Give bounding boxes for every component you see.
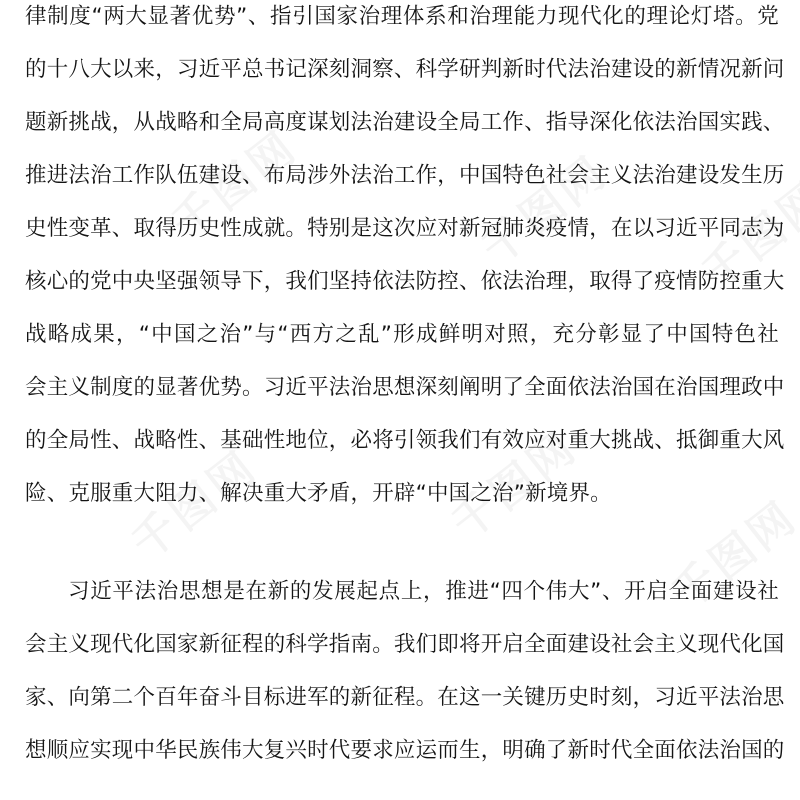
text-line: 家、向第二个百年奋斗目标进军的新征程。在这一关键历史时刻，习近平法治思 [25,685,785,710]
text-line: 的十八大以来，习近平总书记深刻洞察、科学研判新时代法治建设的新情况新问 [25,57,785,82]
text-line: 推进法治工作队伍建设、布局涉外法治工作，中国特色社会主义法治建设发生历 [25,163,785,188]
text-line: 的全局性、战略性、基础性地位，必将引领我们有效应对重大挑战、抵御重大风 [25,428,785,453]
text-line: 史性变革、取得历史性成就。特别是这次应对新冠肺炎疫情，在以习近平同志为 [25,216,785,241]
text-line: 想顺应实现中华民族伟大复兴时代要求应运而生，明确了新时代全面依法治国的 [25,738,785,763]
text-line: 会主义现代化国家新征程的科学指南。我们即将开启全面建设社会主义现代化国 [25,632,785,657]
text-line: 律制度“两大显著优势”、指引国家治理体系和治理能力现代化的理论灯塔。党 [25,4,779,29]
text-line: 核心的党中央坚强领导下，我们坚持依法防控、依法治理，取得了疫情防控重大 [25,269,785,294]
text-line: 战略成果，“中国之治”与“西方之乱”形成鲜明对照，充分彰显了中国特色社 [25,322,779,347]
text-line: 险、克服重大阻力、解决重大矛盾，开辟“中国之治”新境界。 [25,481,612,506]
text-line: 习近平法治思想是在新的发展起点上，推进“四个伟大”、开启全面建设社 [68,579,779,604]
text-line: 会主义制度的显著优势。习近平法治思想深刻阐明了全面依法治国在治国理政中 [25,375,785,400]
text-line: 题新挑战，从战略和全局高度谋划法治建设全局工作、指导深化依法治国实践、 [25,110,785,135]
